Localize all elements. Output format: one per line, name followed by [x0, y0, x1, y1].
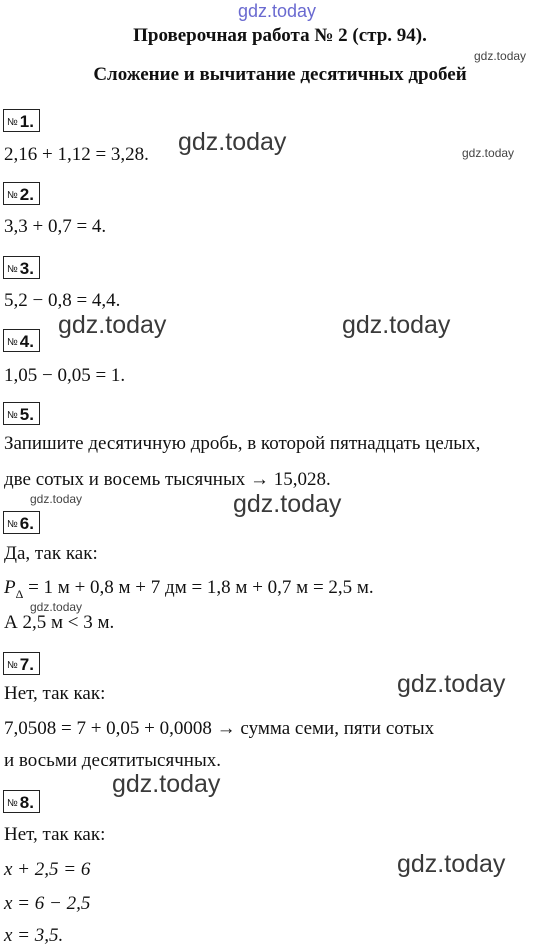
task-6-line-3: А 2,5 м < 3 м.: [4, 612, 115, 633]
task-badge-5: № 5.: [3, 402, 40, 425]
task-badge-2: № 2.: [3, 182, 40, 205]
task-1-line: 2,16 + 1,12 = 3,28.: [4, 144, 149, 165]
task-4-line: 1,05 − 0,05 = 1.: [4, 365, 126, 386]
watermark: gdz.today: [30, 492, 83, 506]
watermark: gdz.today: [178, 128, 287, 156]
page-title: Проверочная работа № 2 (стр. 94).: [133, 25, 427, 46]
task-2-line: 3,3 + 0,7 = 4.: [4, 216, 107, 237]
task-3-line: 5,2 − 0,8 = 4,4.: [4, 290, 121, 311]
watermark: gdz.today: [58, 311, 167, 339]
task-badge-4: № 4.: [3, 329, 40, 352]
task-badge-8: № 8.: [3, 790, 40, 813]
task-6-line-2: $P_\Delta = 1$ м + 0,8 м + 7 дм = 1,8 м + 0,7 м = 2,5 м.: [4, 577, 374, 601]
watermark: gdz.today: [397, 850, 506, 878]
task-7-line-3: и восьми десятитысячных.: [4, 750, 221, 771]
task-7-line-1: Нет, так как:: [4, 683, 106, 704]
task-8-line-4: x = 3,5.: [4, 925, 64, 946]
watermark: gdz.today: [30, 600, 83, 614]
task-badge-6: № 6.: [3, 511, 40, 534]
task-5-line-2: две сотых и восемь тысячных → 15,028.: [4, 469, 331, 490]
triangle-subscript: Δ: [15, 586, 24, 601]
perimeter-symbol: P: [4, 577, 16, 598]
watermark: gdz.today: [233, 490, 342, 518]
task-5-line-1: Запишите десятичную дробь, в которой пятнадцать целых,: [4, 433, 481, 454]
task-6-line-1: Да, так как:: [4, 543, 98, 564]
task-8-line-1: Нет, так как:: [4, 824, 106, 845]
page-subtitle: Сложение и вычитание десятичных дробей: [93, 64, 467, 85]
watermark: gdz.today: [462, 146, 515, 160]
task-8-line-2: x + 2,5 = 6: [4, 859, 91, 880]
task-8-line-3: x = 6 − 2,5: [4, 893, 91, 914]
task-badge-1: № 1.: [3, 109, 40, 132]
task-7-line-2: 7,0508 = 7 + 0,05 + 0,0008 → сумма семи, пяти сотых: [4, 718, 435, 739]
task-badge-3: № 3.: [3, 256, 40, 279]
watermark-top: gdz.today: [238, 1, 317, 21]
task-badge-7: № 7.: [3, 652, 40, 675]
watermark: gdz.today: [397, 670, 506, 698]
watermark: gdz.today: [112, 770, 221, 798]
watermark: gdz.today: [474, 49, 527, 63]
watermark: gdz.today: [342, 311, 451, 339]
